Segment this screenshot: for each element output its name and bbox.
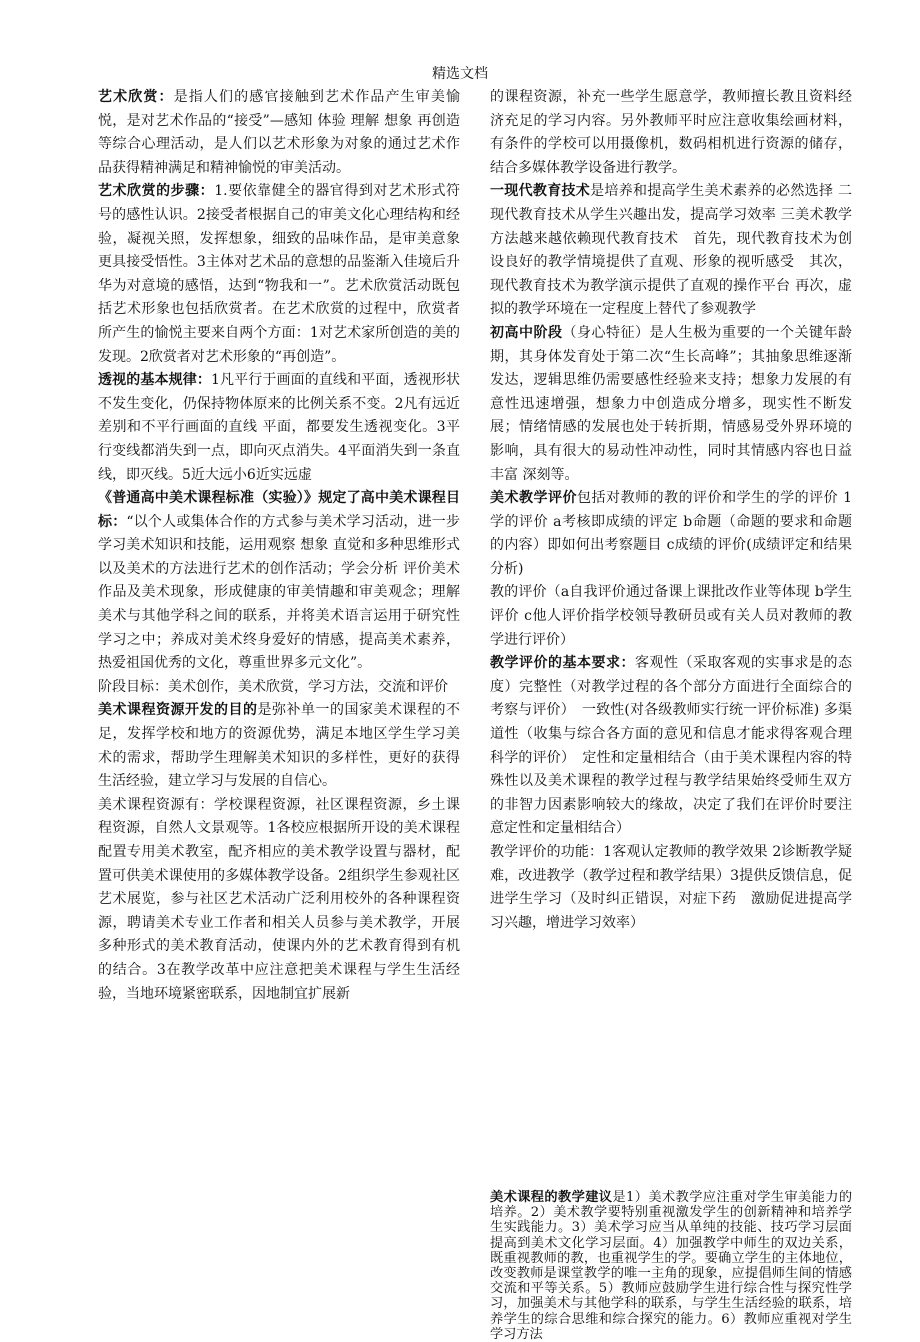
body-text: 美术课程资源有：学校课程资源，社区课程资源，乡土课程资源，自然人文景观等。1各校应根据所开设的美术课程配置专用美术教室，配齐相应的美术教学设置与器材，配置可供美术课使用的多媒体教学设备。2组织学生参观社区艺术展览，参与社区艺术活动广泛利用校外的各种课程资源，聘请美术专业工作者和相关人员参与美术教学，开展多种形式的美术教育活动，使课内外的艺术教育得到有机的结合。3在教学改革中应注意把美术课程与学生生活经验，当地环境紧密联系，因地制宜扩展新 <box>98 796 460 1002</box>
left-column <box>98 86 460 1006</box>
paragraph-teaching-evaluation <box>490 487 852 581</box>
body-text: 阶段目标：美术创作，美术欣赏，学习方法，交流和评价 <box>98 678 448 695</box>
body-text: 包括对教师的教的评价和学生的学的评价 1学的评价 a考核即成绩的评定 b命题（命题的要求和命题的内容）即如何出考察题目 c成绩的评价(成绩评定和结果分析) <box>490 490 853 577</box>
body-text: （身心特征）是人生极为重要的一个关键年龄期，其身体发育处于第二次“生长高峰”；其抽象思维逐渐发达，逻辑思维仍需要感性经验来支持；想象力发展的有意性迅速增强，想象力中创造成分增多，现实性不断发展；情绪情感的发展也处于转折期，情感易受外界环境的影响，具有很大的易动性冲动性，同时其情感内容也日益丰富 深刻等。 <box>490 324 852 483</box>
body-text: “以个人或集体合作的方式参与美术学习活动，进一步学习美术知识和技能，运用观察 想象 直觉和多种思维形式以及美术的方法进行艺术的创作活动；学会分析 评价美术作品及美术现象，形成健康的审美情趣和审美观念；理解美术与其他学科之间的联系，并将美术语言运用于研究性学习之中；养成对美术终身爱好的情感，提高美术素养，热爱祖国优秀的文化，尊重世界多元文化”。 <box>98 513 461 672</box>
page-header: 精选文档 <box>432 66 488 82</box>
paragraph-resources-cont <box>490 86 852 180</box>
term: 《普通高中美术课程标准（实验）》规定了高中美术课程目标： <box>98 490 460 530</box>
body-text: 教的评价（a自我评价通过备课上课批改作业等体现 b学生评价 c他人评价指学校领导教研员或有关人员对教师的教学进行评价） <box>490 584 852 648</box>
right-column-tight <box>490 1190 852 1342</box>
body-text: 是1）美术教学应注重对学生审美能力的培养。2）美术教学要特别重视激发学生的创新精神和培养学生实践能力。3）美术学习应当从单纯的技能、技巧学习层面提高到美术文化学习层面。4）加强教学中师生的双边关系，既重视教师的教，也重视学生的学。要确立学生的主体地位，改变教师是课堂教学的唯一主角的现象，应提倡师生间的情感交流和平等关系。5）教师应鼓励学生进行综合性与探究性学习，加强美术与其他学科的联系，与学生生活经验的联系，培养学生的综合思维和综合探究的能力。6）教师应重视对学生学习方法 <box>490 1190 853 1342</box>
body-text: 的课程资源，补充一些学生愿意学，教师擅长教且资料经济充足的学习内容。另外教师平时应注意收集绘画材料，有条件的学校可以用摄像机，数码相机进行资源的储存，结合多媒体教学设备进行教学。 <box>490 89 852 176</box>
body-text: 是弥补单一的国家美术课程的不足，发挥学校和地方的资源优势，满足本地区学生学习美术的需求，帮助学生理解美术知识的多样性，更好的获得生活经验，建立学习与发展的自信心。 <box>98 702 460 790</box>
term: 透视的基本规律： <box>98 372 211 389</box>
paragraph-edu-tech <box>490 180 852 322</box>
term: 初高中阶段 <box>490 324 563 341</box>
term: 美术课程资源开发的目的 <box>98 702 258 719</box>
paragraph-resources <box>98 794 460 1006</box>
paragraph-resource-purpose <box>98 699 460 793</box>
body-text: 1凡平行于画面的直线和平面，透视形状不发生变化，仍保持物体原来的比例关系不变。2凡有远近差别和不平行画面的直线 平面，都要发生透视变化。3平行变线都消失到一点，即向灭点消失。4平面消失到一条直线，即灭线。5近大远小6近实远虚 <box>98 372 461 483</box>
term: 教学评价的基本要求： <box>490 655 635 672</box>
paragraph-perspective-rules <box>98 369 460 487</box>
right-column <box>490 86 852 935</box>
paragraph-teaching-suggestions <box>490 1190 852 1342</box>
term: 一现代教育技术 <box>490 183 591 200</box>
body-text: 1.要依靠健全的器官得到对艺术形式符号的感性认识。2接受者根据自己的审美文化心理结构和经验，凝视关照，发挥想象，细致的品味作品，是审美意象更具接受悟性。3主体对艺术品的意想的品鉴渐入佳境后升华为对意境的感悟，达到“物我和一”。艺术欣赏活动既包括艺术形象也包括欣赏者。在艺术欣赏的过程中，欣赏者所产生的愉悦主要来自两个方面：1对艺术家所创造的美的发现。2欣赏者对艺术形象的“再创造”。 <box>98 183 461 365</box>
paragraph-art-appreciation <box>98 86 460 180</box>
term: 美术教学评价 <box>490 490 578 507</box>
paragraph-evaluation-requirements <box>490 652 852 841</box>
paragraph-evaluation-functions <box>490 841 852 935</box>
paragraph-appreciation-steps <box>98 180 460 369</box>
paragraph-teacher-evaluation <box>490 581 852 652</box>
paragraph-curriculum-goals <box>98 487 460 676</box>
paragraph-middle-high-stage <box>490 322 852 487</box>
body-text: 是培养和提高学生美术素养的必然选择 二现代教育技术从学生兴趣出发，提高学习效率 三美术教学方法越来越依赖现代教育技术 首先，现代教育技术为创设良好的教学情境提供了直观、形象的视听感受 其次，现代教育技术为教学演示提供了直观的操作平台 再次，虚拟的教学环境在一定程度上替代了参观教学 <box>490 183 853 318</box>
body-text: 教学评价的功能：1客观认定教师的教学效果 2诊断教学疑难，改进教学（教学过程和教学结果）3提供反馈信息，促进学生学习（及时纠正错误，对症下药 激励促进提高学习兴趣，增进学习效率） <box>490 844 852 931</box>
term: 美术课程的教学建议 <box>490 1190 613 1205</box>
paragraph-stage-goals <box>98 676 460 700</box>
term: 艺术欣赏： <box>98 89 174 105</box>
body-text: 是指人们的感官接触到艺术作品产生审美愉悦，是对艺术作品的“接受”—感知 体验 理解 想象 再创造等综合心理活动，是人们以艺术形象为对象的通过艺术作品获得精神满足和精神愉悦的审美活动。 <box>98 89 461 176</box>
term: 艺术欣赏的步骤： <box>98 183 215 200</box>
body-text: 客观性（采取客观的实事求是的态度）完整性（对教学过程的各个部分方面进行全面综合的考察与评价） 一致性(对各级教师实行统一评价标准) 多渠道性（收集与综合各方面的意见和信息才能求得客观合理科学的评价） 定性和定量相结合（由于美术课程内容的特殊性以及美术课程的教学过程与教学结果始终受师生双方的非智力因素影响较大的缘故，决定了我们在评价时要注意定性和定量相结合） <box>490 655 852 837</box>
